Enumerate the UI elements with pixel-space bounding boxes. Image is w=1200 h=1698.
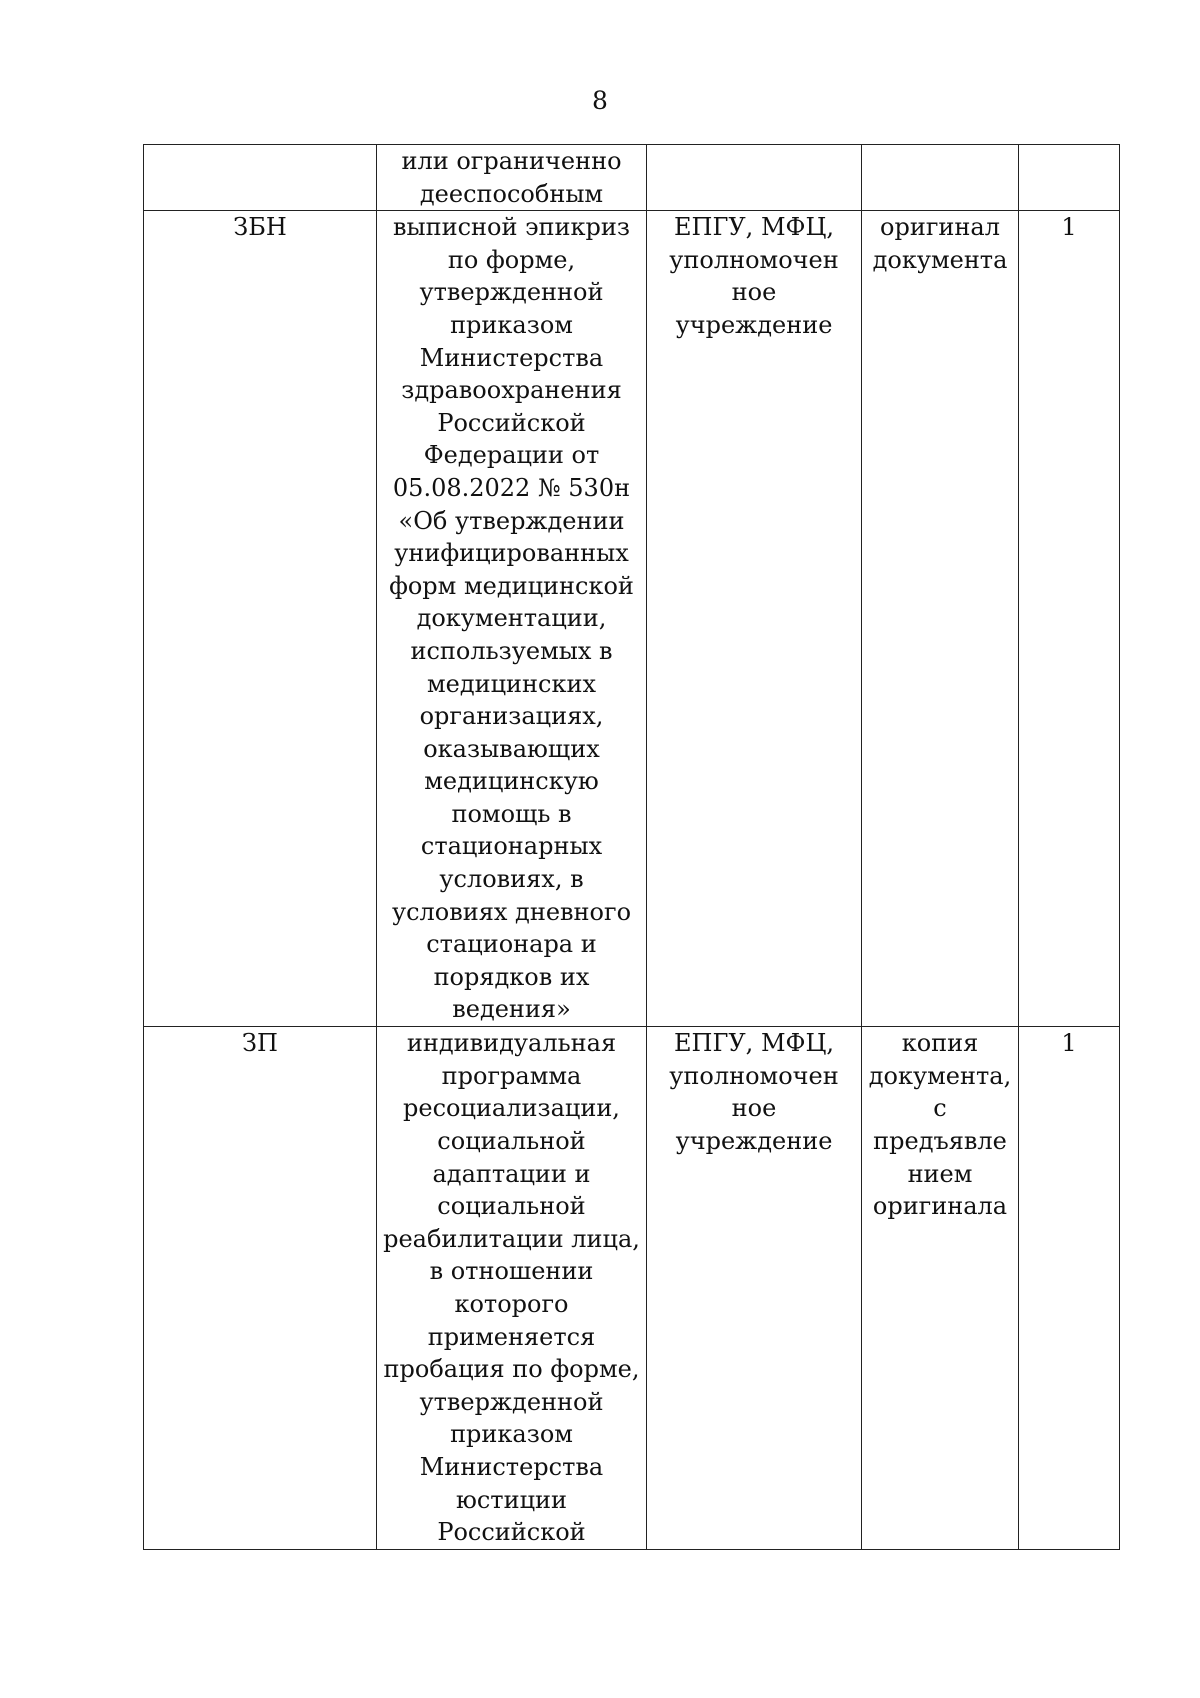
count-cell: 1 — [1019, 211, 1120, 1027]
source-cell: ЕПГУ, МФЦ, уполномочен ное учреждение — [647, 1027, 862, 1550]
code-cell: ЗП — [144, 1027, 377, 1550]
form-cell: оригинал документа — [862, 211, 1019, 1027]
form-cell — [862, 145, 1019, 211]
table-row — [144, 1027, 1120, 1550]
source-cell: ЕПГУ, МФЦ, уполномочен ное учреждение — [647, 211, 862, 1027]
documents-table — [143, 144, 1120, 1550]
form-cell: копия документа, с предъявле нием оригинала — [862, 1027, 1019, 1550]
source-cell — [647, 145, 862, 211]
code-cell: ЗБН — [144, 211, 377, 1027]
code-cell — [144, 145, 377, 211]
document-cell: выписной эпикриз по форме, утвержденной приказом Министерства здравоохранения Российской Федерации от 05.08.2022 № 530н «Об утверждении унифицированных форм медицинской документации, используемых в медицинских организациях, оказывающих медицинскую помощь в стационарных условиях, в условиях дневного стационара и порядков их ведения» — [377, 211, 647, 1027]
count-cell: 1 — [1019, 1027, 1120, 1550]
table-row — [144, 145, 1120, 211]
document-cell: индивидуальная программа ресоциализации, социальной адаптации и социальной реабилитации лица, в отношении которого применяется пробация по форме, утвержденной приказом Министерства юстиции Российской — [377, 1027, 647, 1550]
table-row — [144, 211, 1120, 1027]
document-cell: или ограниченно дееспособным — [377, 145, 647, 211]
count-cell — [1019, 145, 1120, 211]
page-number: 8 — [592, 86, 608, 115]
